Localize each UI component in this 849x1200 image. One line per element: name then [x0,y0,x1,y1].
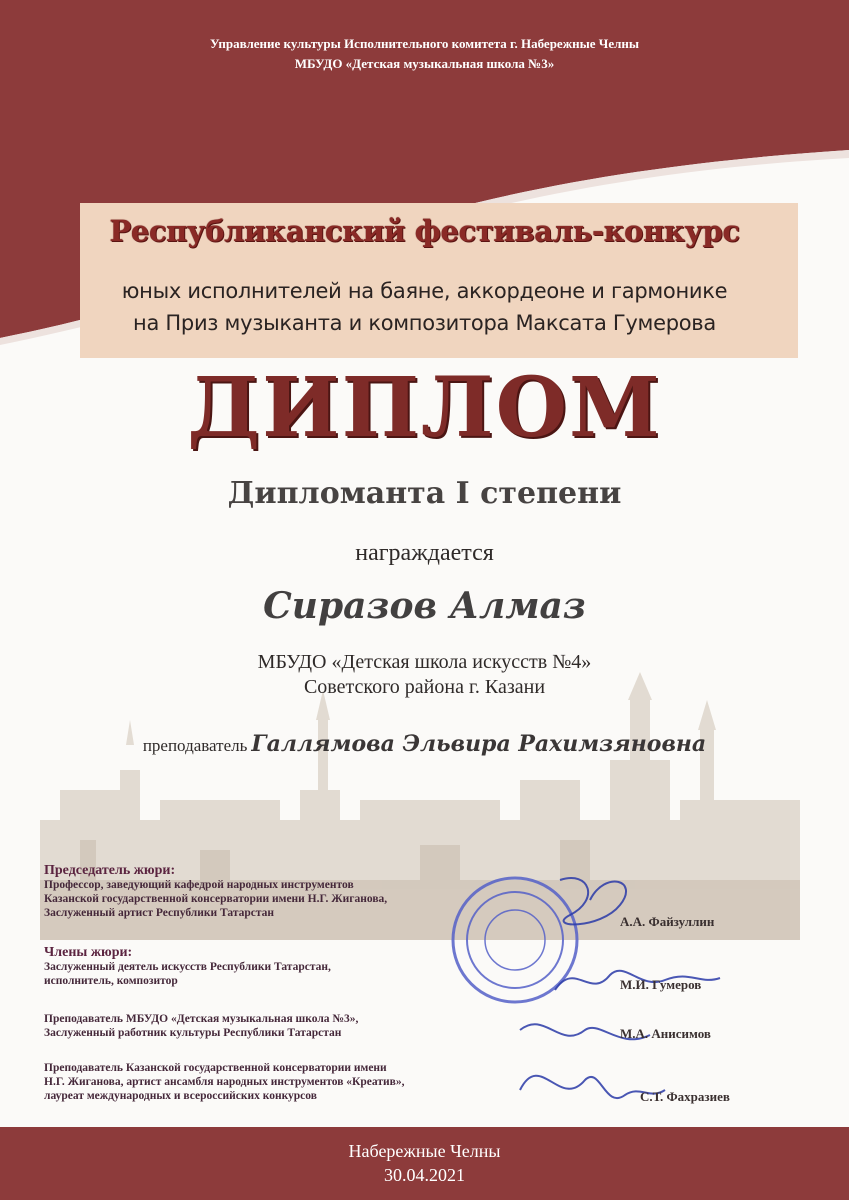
awarded-label: награждается [355,540,494,566]
chair-desc-1: Профессор, заведующий кафедрой народных инструментов [44,879,354,891]
member3-desc-2: Н.Г. Жиганова, артист ансамбля народных инструментов «Креатив», [44,1076,405,1088]
member2-name: М.А. Анисимов [620,1026,711,1041]
issuer-line-1: Управление культуры Исполнительного комитета г. Набережные Челны [209,36,640,51]
teacher-label: преподаватель [142,736,248,755]
school-line-2: Советского района г. Казани [303,676,546,698]
school-line-1: МБУДО «Детская школа искусств №4» [257,651,592,673]
recipient-name: Сиразов Алмаз [263,585,586,627]
festival-title: Республиканский фестиваль-конкурс [109,214,740,248]
jury-chair [44,864,564,920]
issuer-line-2: МБУДО «Детская музыкальная школа №3» [294,56,555,71]
member1-desc-1: Заслуженный деятель искусств Республики Татарстан, [44,961,331,973]
festival-subtitle-2: на Приз музыканта и композитора Максата Гумерова [133,311,716,335]
festival-subtitle-1: юных исполнителей на баяне, аккордеоне и гармонике [121,279,728,303]
chair-desc-2: Казанской государственной консерватории имени Н.Г. Жиганова, [44,893,388,905]
diploma-degree: Дипломанта I степени [227,476,622,511]
jury-member-1 [44,946,564,988]
chair-heading: Председатель жюри: [44,863,176,878]
jury-member-3 [44,1061,564,1103]
member1-name: М.И. Гумеров [620,977,702,992]
teacher-name: Галлямова Эльвира Рахимзяновна [251,731,707,757]
footer-city: Набережные Челны [348,1141,501,1161]
recipient-school [0,650,849,700]
issuer-header [0,34,849,74]
member3-desc-1: Преподаватель Казанской государственной консерватории имени [44,1062,387,1074]
festival-subtitle [0,275,849,339]
member3-desc-3: лауреат международных и всероссийских конкурсов [44,1090,317,1102]
diploma-title: ДИПЛОМ [187,360,662,456]
footer-date: 30.04.2021 [384,1165,465,1185]
jury-member-2 [44,1012,564,1040]
member3-name: С.Т. Фахразиев [640,1089,730,1104]
teacher-line [0,731,849,757]
chair-desc-3: Заслуженный артист Республики Татарстан [44,907,275,919]
member2-desc-1: Преподаватель МБУДО «Детская музыкальная школа №3», [44,1013,359,1025]
members-heading: Члены жюри: [44,945,133,960]
member2-desc-2: Заслуженный работник культуры Республики Татарстан [44,1027,342,1039]
footer-band [0,1127,849,1200]
member1-desc-2: исполнитель, композитор [44,975,178,987]
chair-name: А.А. Файзуллин [620,914,715,929]
